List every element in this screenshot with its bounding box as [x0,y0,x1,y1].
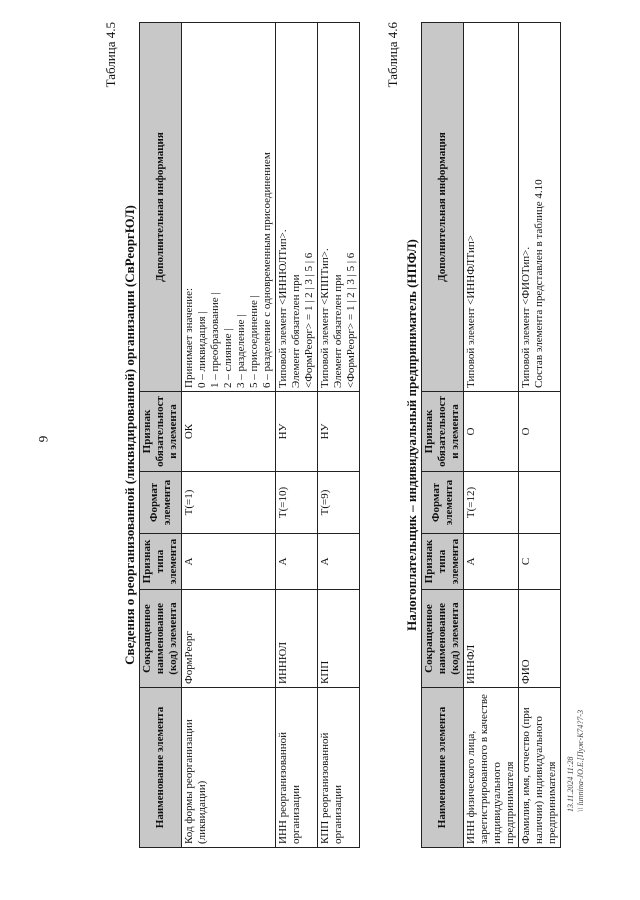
table-caption: Таблица 4.5 [103,22,118,88]
print-footer [566,592,586,812]
info-line: Состав элемента представлен в таблице 4.10 [533,179,545,388]
table-row [318,23,360,848]
column-header: Формат элемента [140,472,182,534]
column-header: Дополнительная информация [140,23,182,392]
info-line: 2 – слияние | [222,328,234,388]
elements-table [421,22,561,848]
info-line: Типовой элемент <ИННЮЛТип>. [277,229,289,388]
element-type: А [318,534,360,590]
info-line: Элемент обязателен при [290,274,302,388]
info-line: 3 – разделение | [235,314,247,388]
element-name: ИНН реорганизованной организации [276,688,318,848]
element-name: Код формы реорганизации (ликвидации) [182,688,276,848]
element-type: А [182,534,276,590]
element-type: А [276,534,318,590]
column-header: Признак обязательности элемента [140,392,182,472]
column-header: Сокращенное наименование (код) элемента [422,590,464,688]
print-timestamp: 13.11.2024 11:28 [566,756,575,812]
table-header-row [140,23,182,848]
info-line: 5 – присоединение | [248,295,260,388]
element-required: ОК [182,392,276,472]
table-title: Налогоплательщик – индивидуальный предприниматель (НПФЛ) [404,239,419,631]
info-line: Типовой элемент <КППТип>. [319,248,331,388]
column-header: Сокращенное наименование (код) элемента [140,590,182,688]
element-format: T(=10) [276,472,318,534]
table-row [182,23,276,848]
element-required: О [519,392,561,472]
element-type: С [519,534,561,590]
info-line: Принимает значение: [183,287,195,388]
info-line: Типовой элемент <ФИОТип>. [520,246,532,388]
element-format: T(=1) [182,472,276,534]
table-row [519,23,561,848]
element-info [318,23,360,392]
table-header-row [422,23,464,848]
element-name: ИНН физического лица, зарегистрированного в качестве индивидуального предпринимателя [464,688,519,848]
page-number: 9 [35,435,51,443]
element-info [276,23,318,392]
element-name: КПП реорганизованной организации [318,688,360,848]
column-header: Наименование элемента [140,688,182,848]
info-line: Элемент обязателен при [332,274,344,388]
rotated-content [102,22,622,848]
info-line: 6 – разделение с одновременным присоединением [261,152,273,388]
info-line: <ФормРеорг> = 1 | 2 | 3 | 5 | 6 [345,252,357,388]
info-line: 1 – преобразование | [209,292,221,388]
info-line: 0 – ликвидация | [196,311,208,388]
element-format [519,472,561,534]
column-header: Дополнительная информация [422,23,464,392]
info-line: Типовой элемент <ИННФЛТип> [465,235,477,388]
element-format: T(=9) [318,472,360,534]
element-required: О [464,392,519,472]
table-row [276,23,318,848]
element-required: НУ [276,392,318,472]
column-header: Наименование элемента [422,688,464,848]
element-info [519,23,561,392]
info-line: <ФормРеорг> = 1 | 2 | 3 | 5 | 6 [303,252,315,388]
element-type: А [464,534,519,590]
element-code: ФИО [519,590,561,688]
element-code: ИННФЛ [464,590,519,688]
table-caption: Таблица 4.6 [385,22,400,88]
element-code: КПП [318,590,360,688]
element-name: Фамилия, имя, отчество (при наличии) индивидуального предпринимателя [519,688,561,848]
element-code: ИННЮЛ [276,590,318,688]
print-path: \\ lunnina-JO.E.[Пуж-К74?7-3 [576,709,585,812]
column-header: Признак обязательности элемента [422,392,464,472]
table-row [464,23,519,848]
column-header: Признак типа элемента [140,534,182,590]
elements-table [139,22,360,848]
element-required: НУ [318,392,360,472]
column-header: Формат элемента [422,472,464,534]
column-header: Признак типа элемента [422,534,464,590]
element-info [464,23,519,392]
element-info [182,23,276,392]
element-format: T(=12) [464,472,519,534]
table-title: Сведения о реорганизованной (ликвидированной) организации (СвРеоргЮЛ) [122,205,137,665]
element-code: ФормРеорг [182,590,276,688]
